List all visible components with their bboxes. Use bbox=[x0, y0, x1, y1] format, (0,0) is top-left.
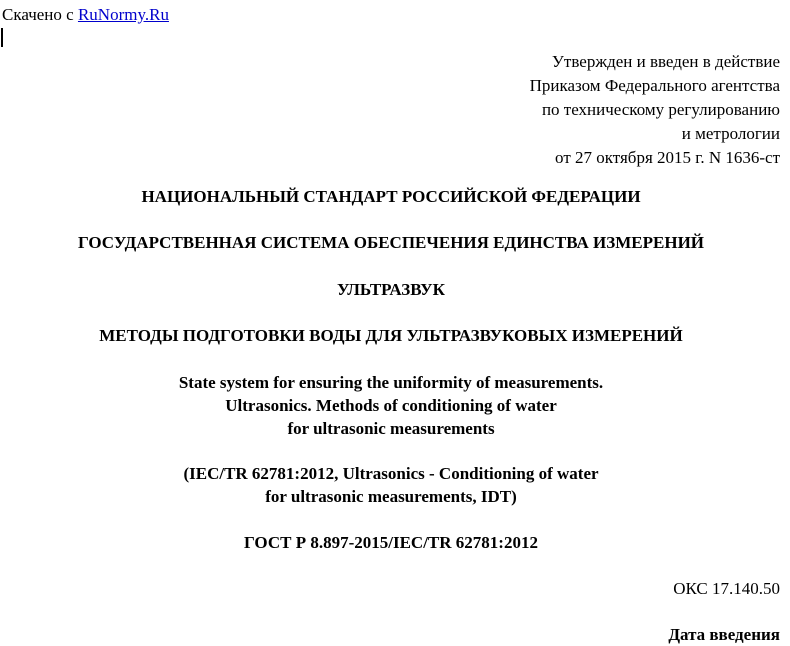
approval-block bbox=[530, 50, 780, 170]
standard-heading: НАЦИОНАЛЬНЫЙ СТАНДАРТ РОССИЙСКОЙ ФЕДЕРАЦИИ bbox=[141, 187, 641, 206]
source-link[interactable]: RuNormy.Ru bbox=[77, 5, 169, 24]
document-title: МЕТОДЫ ПОДГОТОВКИ ВОДЫ ДЛЯ УЛЬТРАЗВУКОВЫХ ИЗМЕРЕНИЙ bbox=[99, 326, 683, 345]
iec-reference-line: (IEC/TR 62781:2012, Ultrasonics - Conditioning of water bbox=[183, 464, 599, 483]
iec-reference bbox=[0, 462, 782, 508]
source-line bbox=[2, 5, 169, 25]
english-title-line: for ultrasonic measurements bbox=[287, 419, 495, 438]
standard-designation: ГОСТ Р 8.897-2015/IEC/TR 62781:2012 bbox=[244, 533, 538, 552]
subject-heading: УЛЬТРАЗВУК bbox=[336, 280, 445, 299]
approval-line: и метрологии bbox=[681, 124, 780, 143]
source-prefix: Скачено с bbox=[2, 5, 78, 24]
text-cursor bbox=[1, 28, 3, 47]
system-heading: ГОСУДАРСТВЕННАЯ СИСТЕМА ОБЕСПЕЧЕНИЯ ЕДИНСТВА ИЗМЕРЕНИЙ bbox=[77, 233, 705, 252]
approval-line: Утвержден и введен в действие bbox=[551, 52, 780, 71]
english-title bbox=[0, 371, 782, 440]
approval-line: от 27 октября 2015 г. N 1636-ст bbox=[555, 148, 780, 167]
oks-code: ОКС 17.140.50 bbox=[673, 579, 780, 598]
approval-line: Приказом Федерального агентства bbox=[529, 76, 780, 95]
english-title-line: Ultrasonics. Methods of conditioning of water bbox=[225, 396, 557, 415]
english-title-line: State system for ensuring the uniformity of measurements. bbox=[178, 373, 604, 392]
approval-line: по техническому регулированию bbox=[541, 100, 780, 119]
iec-reference-line: for ultrasonic measurements, IDT) bbox=[265, 487, 517, 506]
intro-date-label: Дата введения bbox=[668, 625, 780, 644]
